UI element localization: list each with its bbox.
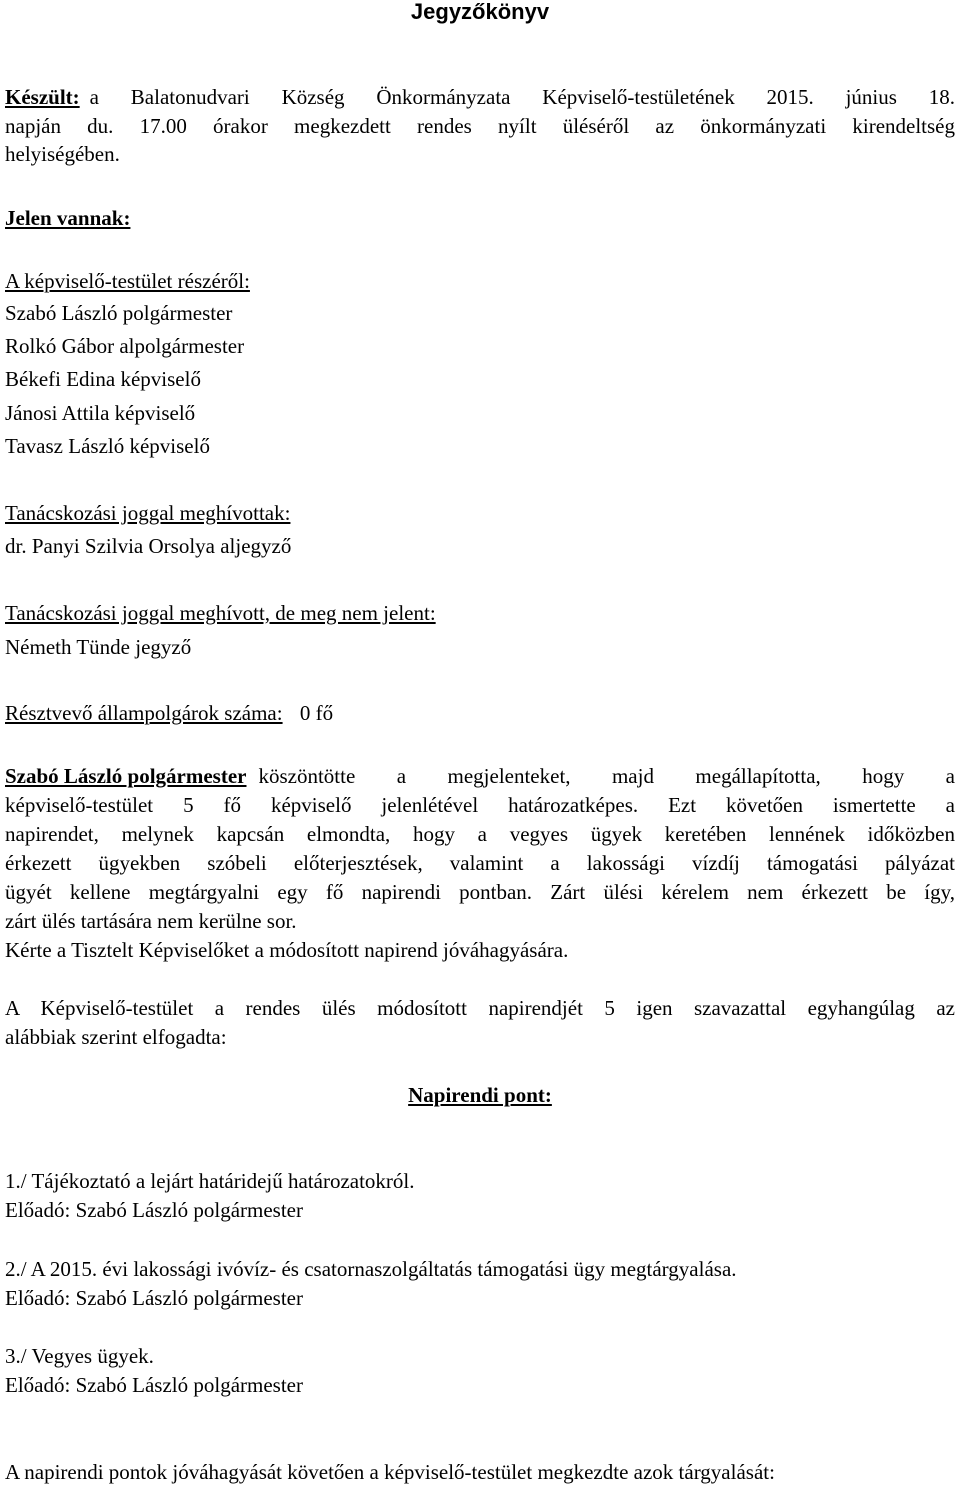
speaker-name: Szabó László polgármester bbox=[5, 764, 247, 788]
agenda-presenter-1: Előadó: Szabó László polgármester bbox=[5, 1198, 303, 1222]
advisory-label: Tanácskozási joggal meghívottak: bbox=[5, 501, 291, 525]
member-3: Békefi Edina képviselő bbox=[5, 367, 201, 391]
made-text-2: napján du. 17.00 órakor megkezdett rendes nyílt üléséről az önkormányzati kirendeltség bbox=[5, 114, 955, 138]
para1-text-2: képviselő-testület 5 fő képviselő jelenlétével határozatképes. Ezt követően ismertette a bbox=[5, 793, 955, 817]
para1-line-5 bbox=[5, 879, 955, 905]
member-4: Jánosi Attila képviselő bbox=[5, 401, 196, 425]
closing-sentence: A napirendi pontok jóváhagyását követően a képviselő-testület megkezdte azok tárgyalását: bbox=[5, 1460, 775, 1484]
para2-text-1: A Képviselő-testület a rendes ülés módosított napirendjét 5 igen szavazattal egyhangúlag az bbox=[5, 996, 955, 1020]
para1-text-4: érkezett ügyekben szóbeli előterjesztések, valamint a lakossági vízdíj támogatási pályázat bbox=[5, 851, 955, 875]
made-text-1: a Balatonudvari Község Önkormányzata Képviselő-testületének 2015. június 18. bbox=[89, 85, 955, 109]
para1-line-1 bbox=[5, 763, 955, 789]
member-5: Tavasz László képviselő bbox=[5, 434, 210, 458]
para1-line-2 bbox=[5, 792, 955, 818]
para1-line-6: zárt ülés tartására nem kerülne sor. bbox=[5, 909, 297, 933]
citizens-row bbox=[5, 700, 333, 726]
agenda-presenter-3: Előadó: Szabó László polgármester bbox=[5, 1373, 303, 1397]
agenda-heading: Napirendi pont: bbox=[408, 1083, 552, 1107]
agenda-presenter-2: Előadó: Szabó László polgármester bbox=[5, 1286, 303, 1310]
made-line-3: helyiségében. bbox=[5, 142, 120, 166]
para2-line-1 bbox=[5, 995, 955, 1021]
para1-text-1: köszöntötte a megjelenteket, majd megállapította, hogy a bbox=[258, 764, 955, 788]
para1-line-3 bbox=[5, 821, 955, 847]
document-title: Jegyzőkönyv bbox=[410, 0, 550, 24]
made-line-1 bbox=[5, 84, 955, 110]
present-heading: Jelen vannak: bbox=[5, 206, 131, 230]
agenda-item-1: 1./ Tájékoztató a lejárt határidejű határozatokról. bbox=[5, 1169, 415, 1193]
agenda-item-3: 3./ Vegyes ügyek. bbox=[5, 1344, 154, 1368]
member-1: Szabó László polgármester bbox=[5, 301, 233, 325]
agenda-item-2: 2./ A 2015. évi lakossági ivóvíz- és csatornaszolgáltatás támogatási ügy megtárgyalása. bbox=[5, 1257, 737, 1281]
para1-text-3: napirendet, melynek kapcsán elmondta, hogy a vegyes ügyek keretében lennének időközben bbox=[5, 822, 955, 846]
para1-line-7: Kérte a Tisztelt Képviselőket a módosított napirend jóváhagyására. bbox=[5, 938, 569, 962]
made-label: Készült: bbox=[5, 85, 80, 109]
absent-person: Németh Tünde jegyző bbox=[5, 635, 192, 659]
made-line-2 bbox=[5, 113, 955, 139]
advisory-person: dr. Panyi Szilvia Orsolya aljegyző bbox=[5, 534, 292, 558]
member-2: Rolkó Gábor alpolgármester bbox=[5, 334, 245, 358]
citizens-label: Résztvevő állampolgárok száma: bbox=[5, 701, 283, 725]
board-label: A képviselő-testület részéről: bbox=[5, 269, 250, 293]
para1-line-4 bbox=[5, 850, 955, 876]
para1-text-5: ügyét kellene megtárgyalni egy fő napirendi pontban. Zárt ülési kérelem nem érkezett be így, bbox=[5, 880, 955, 904]
absent-label: Tanácskozási joggal meghívott, de meg nem jelent: bbox=[5, 601, 436, 625]
citizens-value: 0 fő bbox=[299, 701, 334, 725]
para2-line-2: alábbiak szerint elfogadta: bbox=[5, 1025, 227, 1049]
